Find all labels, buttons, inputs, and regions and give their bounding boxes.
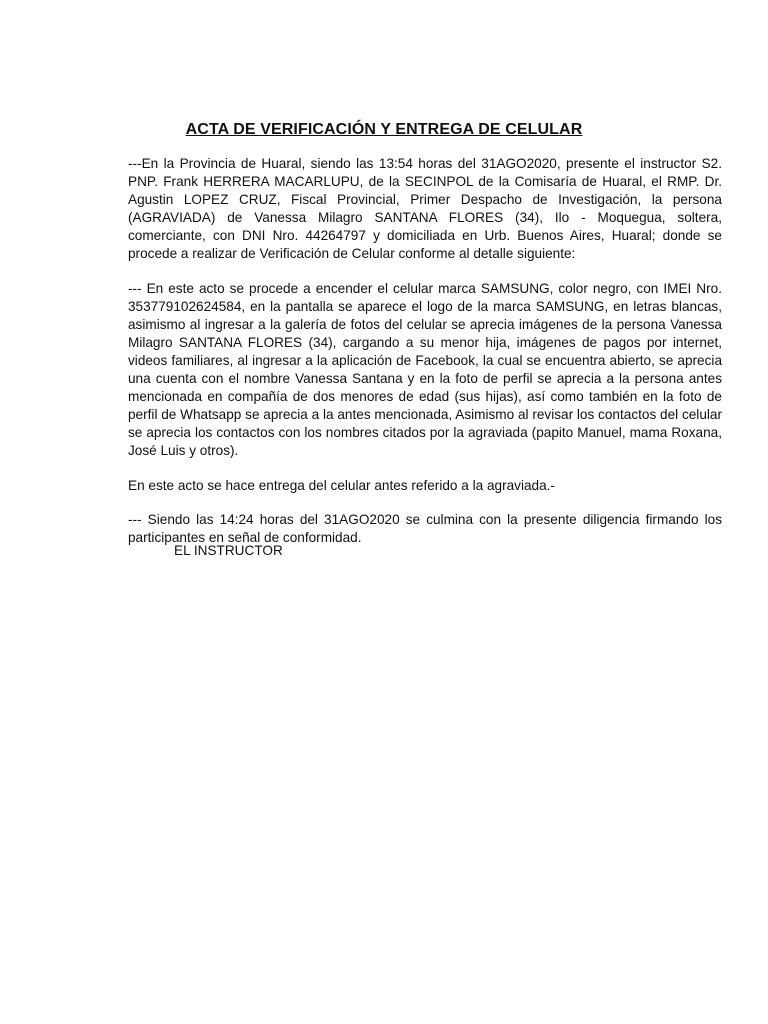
paragraph-intro: ---En la Provincia de Huaral, siendo las 13:54 horas del 31AGO2020, presente el instructor S2. PNP. Frank HERRERA MACARLUPU, de la SECINPOL de la Comisaría de Huaral, el RMP. Dr. Agustin LOPEZ CRUZ, Fiscal Provincial, Primer Despacho de Investigación, la persona (AGRAVIADA) de Vanessa Milagro SANTANA FLORES (34), Ilo - Moquegua, soltera, comerciante, con DNI Nro. 44264797 y domiciliada en Urb. Buenos Aires, Huaral; donde se procede a realizar de Verificación de Celular conforme al detalle siguiente: (128, 156, 722, 262)
document-body (128, 155, 722, 563)
signature-label: EL INSTRUCTOR (174, 543, 283, 558)
paragraph-closing: --- Siendo las 14:24 horas del 31AGO2020 se culmina con la presente diligencia firmando los participantes en señal de conformidad. (128, 511, 722, 545)
document-title: ACTA DE VERIFICACIÓN Y ENTREGA DE CELULAR (185, 121, 583, 138)
paragraph-verification: --- En este acto se procede a encender el celular marca SAMSUNG, color negro, con IMEI Nro. 353779102624584, en la pantalla se aparece el logo de la marca SAMSUNG, en letras blancas, asimismo al ingresar a la galería de fotos del celular se aprecia imágenes de la persona Vanessa Milagro SANTANA FLORES (34), cargando a su menor hija, imágenes de pagos por internet, videos familiares, al ingresar a la aplicación de Facebook, la cual se encuentra abierto, se aprecia una cuenta con el nombre Vanessa Santana y en la foto de perfil se aprecia a la persona antes mencionada en compañía de dos menores de edad (sus hijas), así como también en la foto de perfil de Whatsapp se aprecia a la antes mencionada, Asimismo al revisar los contactos del celular se aprecia los contactos con los nombres citados por la agraviada (papito Manuel, mama Roxana, José Luis y otros). (128, 280, 722, 459)
paragraph-delivery: En este acto se hace entrega del celular antes referido a la agraviada.- (128, 477, 555, 493)
